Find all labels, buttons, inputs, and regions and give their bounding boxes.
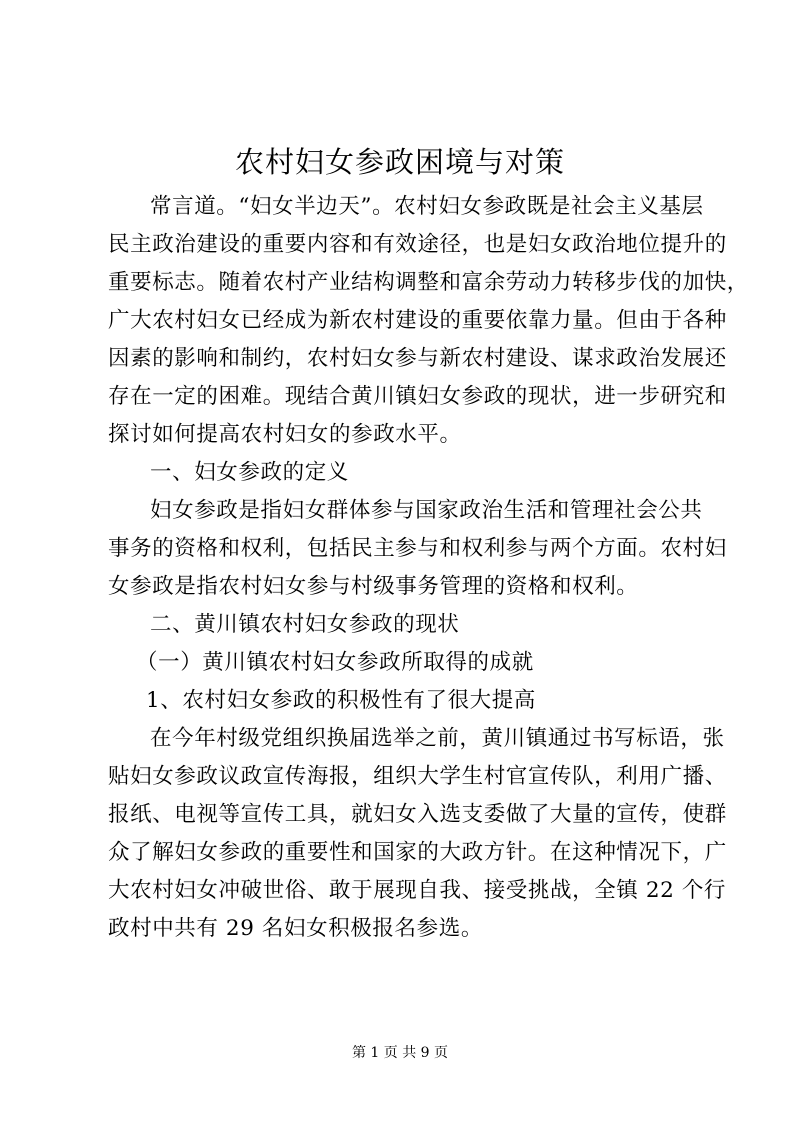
paragraph-line: 报纸、电视等宣传工具，就妇女入选支委做了大量的宣传，使群 <box>108 802 727 827</box>
paragraph-line: 在今年村级党组织换届选举之前，黄川镇通过书写标语，张 <box>150 726 725 751</box>
paragraph-line: 常言道。“妇女半边天”。农村妇女参政既是社会主义基层 <box>150 194 704 219</box>
section-heading: 二、黄川镇农村妇女参政的现状 <box>150 612 460 637</box>
paragraph-line: 存在一定的困难。现结合黄川镇妇女参政的现状，进一步研究和 <box>108 384 727 409</box>
paragraph-line: 政村中共有 29 名妇女积极报名参选。 <box>108 916 483 941</box>
paragraph-line: 广大农村妇女已经成为新农村建设的重要依靠力量。但由于各种 <box>108 308 727 333</box>
paragraph-line: 民主政治建设的重要内容和有效途径，也是妇女政治地位提升的 <box>108 232 727 257</box>
paragraph-line: 贴妇女参政议政宣传海报，组织大学生村官宣传队，利用广播、 <box>108 764 727 789</box>
paragraph-line: 因素的影响和制约，农村妇女参与新农村建设、谋求政治发展还 <box>108 346 727 371</box>
paragraph-line: 妇女参政是指妇女群体参与国家政治生活和管理社会公共 <box>150 498 703 523</box>
paragraph-line: 大农村妇女冲破世俗、敢于展现自我、接受挑战，全镇 22 个行 <box>108 878 727 903</box>
paragraph-line: 众了解妇女参政的重要性和国家的大政方针。在这种情况下，广 <box>108 840 727 865</box>
section-heading: 一、妇女参政的定义 <box>150 460 349 485</box>
subsection-heading: （一）黄川镇农村妇女参政所取得的成就 <box>136 650 534 675</box>
document-body <box>108 188 749 948</box>
document-title: 农村妇女参政困境与对策 <box>234 145 565 179</box>
paragraph-line: 事务的资格和权利，包括民主参与和权利参与两个方面。农村妇 <box>108 536 727 561</box>
paragraph-line: 探讨如何提高农村妇女的参政水平。 <box>108 422 462 447</box>
numbered-heading: 1、农村妇女参政的积极性有了很大提高 <box>146 688 536 713</box>
paragraph-line: 重要标志。随着农村产业结构调整和富余劳动力转移步伐的加快， <box>108 270 749 295</box>
paragraph-line: 女参政是指农村妇女参与村级事务管理的资格和权利。 <box>108 574 639 599</box>
page-footer: 第 1 页 共 9 页 <box>351 1045 449 1061</box>
